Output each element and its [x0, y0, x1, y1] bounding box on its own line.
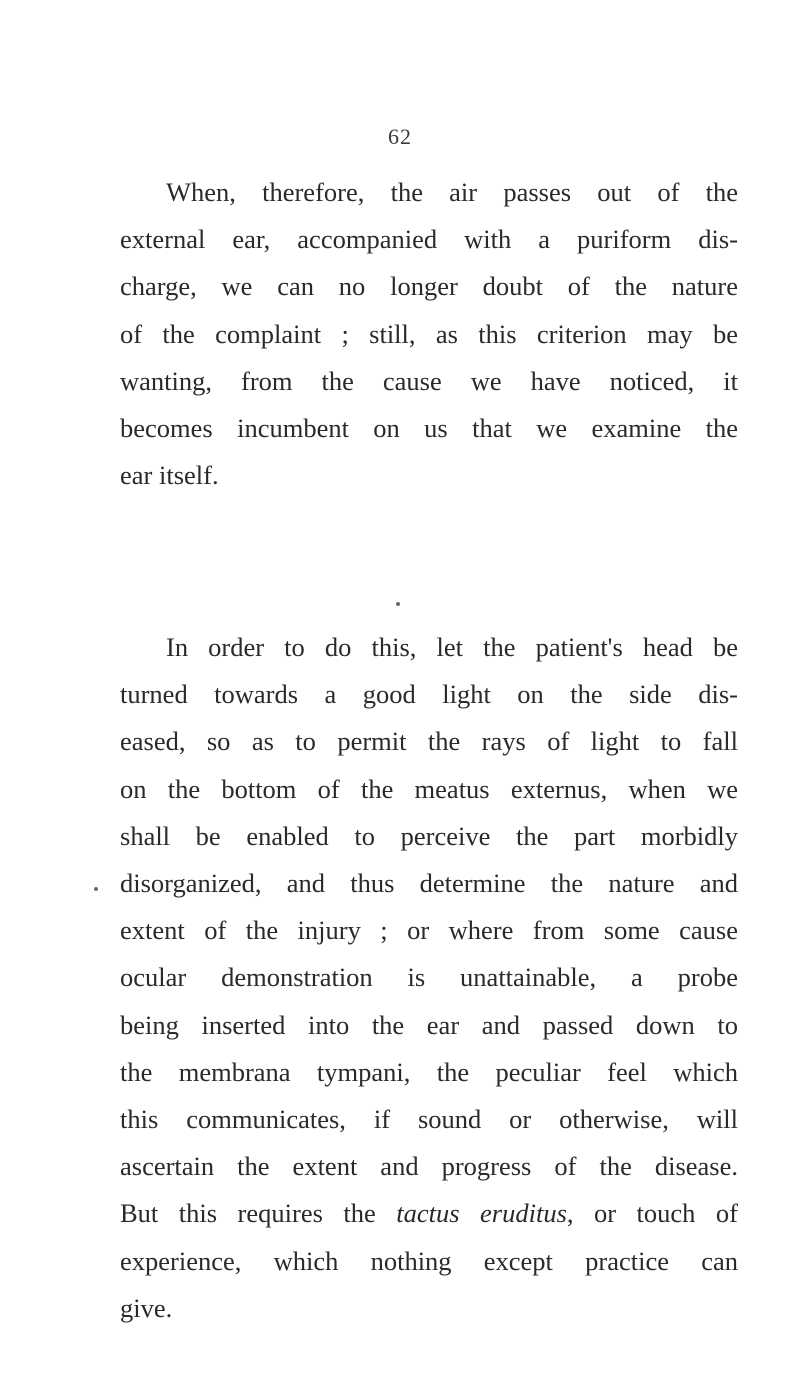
- text-line: disorganized, and thus determine the nature and: [120, 868, 738, 899]
- text-line: of the complaint ; still, as this criterion may be: [120, 318, 738, 349]
- page-number: 62: [388, 124, 412, 149]
- text-line: wanting, from the cause we have noticed, it: [120, 365, 738, 396]
- text-line: becomes incumbent on us that we examine the: [120, 413, 738, 444]
- latin-phrase: tactus eruditus: [396, 1198, 567, 1229]
- paragraph-1: [120, 169, 738, 499]
- text-line: ocular demonstration is unattainable, a probe: [120, 962, 738, 993]
- text-line: ear itself.: [120, 460, 219, 491]
- text-line: the membrana tympani, the peculiar feel which: [120, 1056, 738, 1087]
- text-line: turned towards a good light on the side dis-: [120, 679, 738, 710]
- text-line: shall be enabled to perceive the part morbidly: [120, 820, 738, 851]
- text-line: this communicates, if sound or otherwise, will: [120, 1104, 738, 1135]
- paragraph-2: [120, 624, 738, 1332]
- text-line: being inserted into the ear and passed down to: [120, 1009, 738, 1040]
- scan-speck: [94, 887, 98, 891]
- text-line: on the bottom of the meatus externus, when we: [120, 773, 738, 804]
- text-line: charge, we can no longer doubt of the nature: [120, 271, 738, 302]
- text-segment: But this requires the: [120, 1198, 397, 1229]
- text-line: In order to do this, let the patient's head be: [166, 632, 738, 662]
- text-line: give.: [120, 1292, 173, 1323]
- text-line: extent of the injury ; or where from some cause: [120, 915, 738, 946]
- text-segment: , or touch of: [566, 1198, 738, 1229]
- scan-speck: [396, 602, 400, 606]
- text-line: ascertain the extent and progress of the disease.: [120, 1151, 738, 1182]
- text-line: [120, 1190, 738, 1237]
- text-line: When, therefore, the air passes out of the: [166, 177, 738, 207]
- text-line: eased, so as to permit the rays of light to fall: [120, 726, 738, 757]
- text-line: external ear, accompanied with a puriform dis-: [120, 224, 738, 255]
- text-line: experience, which nothing except practice can: [120, 1245, 738, 1276]
